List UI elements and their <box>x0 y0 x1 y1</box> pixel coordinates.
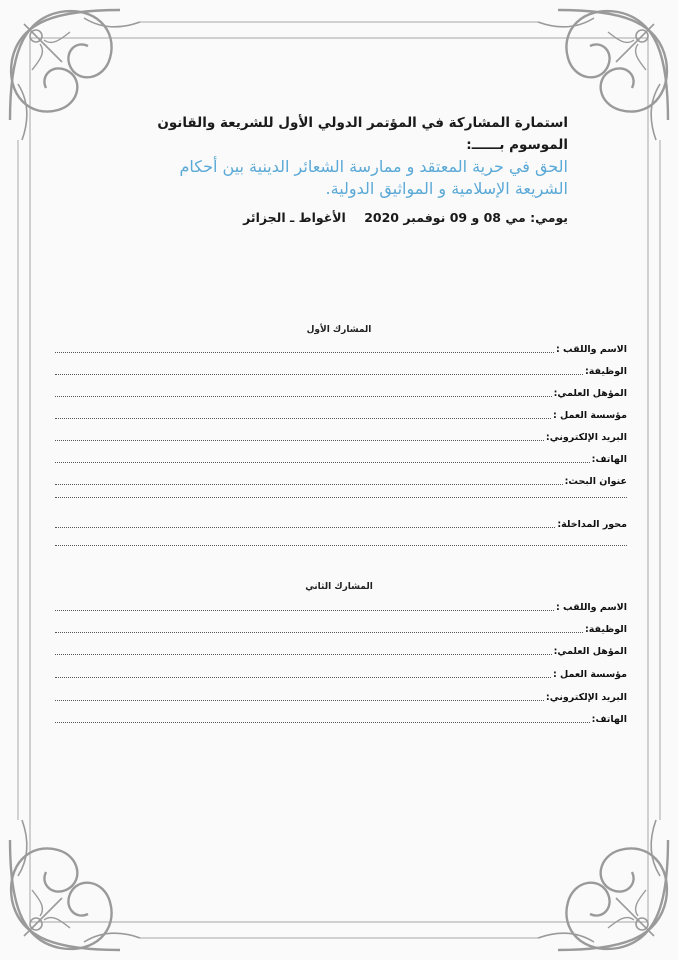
p2-phone-field[interactable] <box>55 710 627 726</box>
p2-name-field[interactable] <box>55 598 627 614</box>
p1-email-label: البريد الإلكتروني: <box>545 432 627 443</box>
p1-name-field[interactable] <box>55 340 627 356</box>
p1-email-line <box>55 440 544 441</box>
p1-job-field[interactable] <box>55 362 627 378</box>
participant-2-title: المشارك الثاني <box>305 582 373 592</box>
p2-name-label: الاسم واللقب : <box>555 602 627 613</box>
p1-phone-field[interactable] <box>55 450 627 466</box>
p1-research-title-extra-line[interactable] <box>55 497 627 498</box>
conference-date-location <box>98 208 568 228</box>
p2-qualification-field[interactable] <box>55 642 627 658</box>
p2-email-field[interactable] <box>55 688 627 704</box>
p1-name-line <box>55 352 554 353</box>
p2-phone-label: الهاتف: <box>591 714 627 725</box>
p2-job-field[interactable] <box>55 620 627 636</box>
p2-phone-line <box>55 722 590 723</box>
conference-location: الأغواط ـ الجزائر <box>243 210 346 225</box>
p1-phone-line <box>55 462 590 463</box>
p2-institution-label: مؤسسة العمل : <box>552 669 627 680</box>
p1-axis-extra-line[interactable] <box>55 545 627 546</box>
p1-phone-label: الهاتف: <box>591 454 627 465</box>
p1-axis-field[interactable] <box>55 515 627 531</box>
p1-axis-label: محور المداخلة: <box>557 519 627 530</box>
p1-job-line <box>55 374 583 375</box>
p2-qualification-line <box>55 654 552 655</box>
p1-institution-label: مؤسسة العمل : <box>552 410 627 421</box>
conference-theme-line-2: الشريعة الإسلامية و المواثيق الدولية. <box>325 179 568 198</box>
p1-institution-line <box>55 418 551 419</box>
conference-theme-line-1: الحق في حرية المعتقد و ممارسة الشعائر الدينية بين أحكام <box>179 157 568 176</box>
form-header <box>98 112 568 228</box>
p2-qualification-label: المؤهل العلمي: <box>553 646 627 657</box>
p2-email-line <box>55 700 544 701</box>
p2-name-line <box>55 610 554 611</box>
p1-institution-field[interactable] <box>55 406 627 422</box>
p1-qualification-field[interactable] <box>55 384 627 400</box>
p1-qualification-label: المؤهل العلمي: <box>553 388 627 399</box>
p2-institution-line <box>55 677 551 678</box>
participant-1-title: المشارك الأول <box>306 325 372 335</box>
p1-research-title-field[interactable] <box>55 472 627 488</box>
p1-job-label: الوظيفة: <box>584 366 627 377</box>
p2-email-label: البريد الإلكتروني: <box>545 692 627 703</box>
conference-dates: يومي: مي 08 و 09 نوفمبر 2020 <box>364 210 568 225</box>
p2-job-label: الوظيفة: <box>584 624 627 635</box>
p1-research-title-label: عنوان البحث: <box>564 476 627 487</box>
p2-job-line <box>55 632 583 633</box>
form-title: استمارة المشاركة في المؤتمر الدولي الأول للشريعة والقانون الموسوم بــــــ: <box>157 115 568 153</box>
p1-axis-line <box>55 527 555 528</box>
p1-qualification-line <box>55 396 552 397</box>
p2-institution-field[interactable] <box>55 665 627 681</box>
p1-research-title-line <box>55 484 563 485</box>
p1-name-label: الاسم واللقب : <box>555 344 627 355</box>
p1-email-field[interactable] <box>55 428 627 444</box>
